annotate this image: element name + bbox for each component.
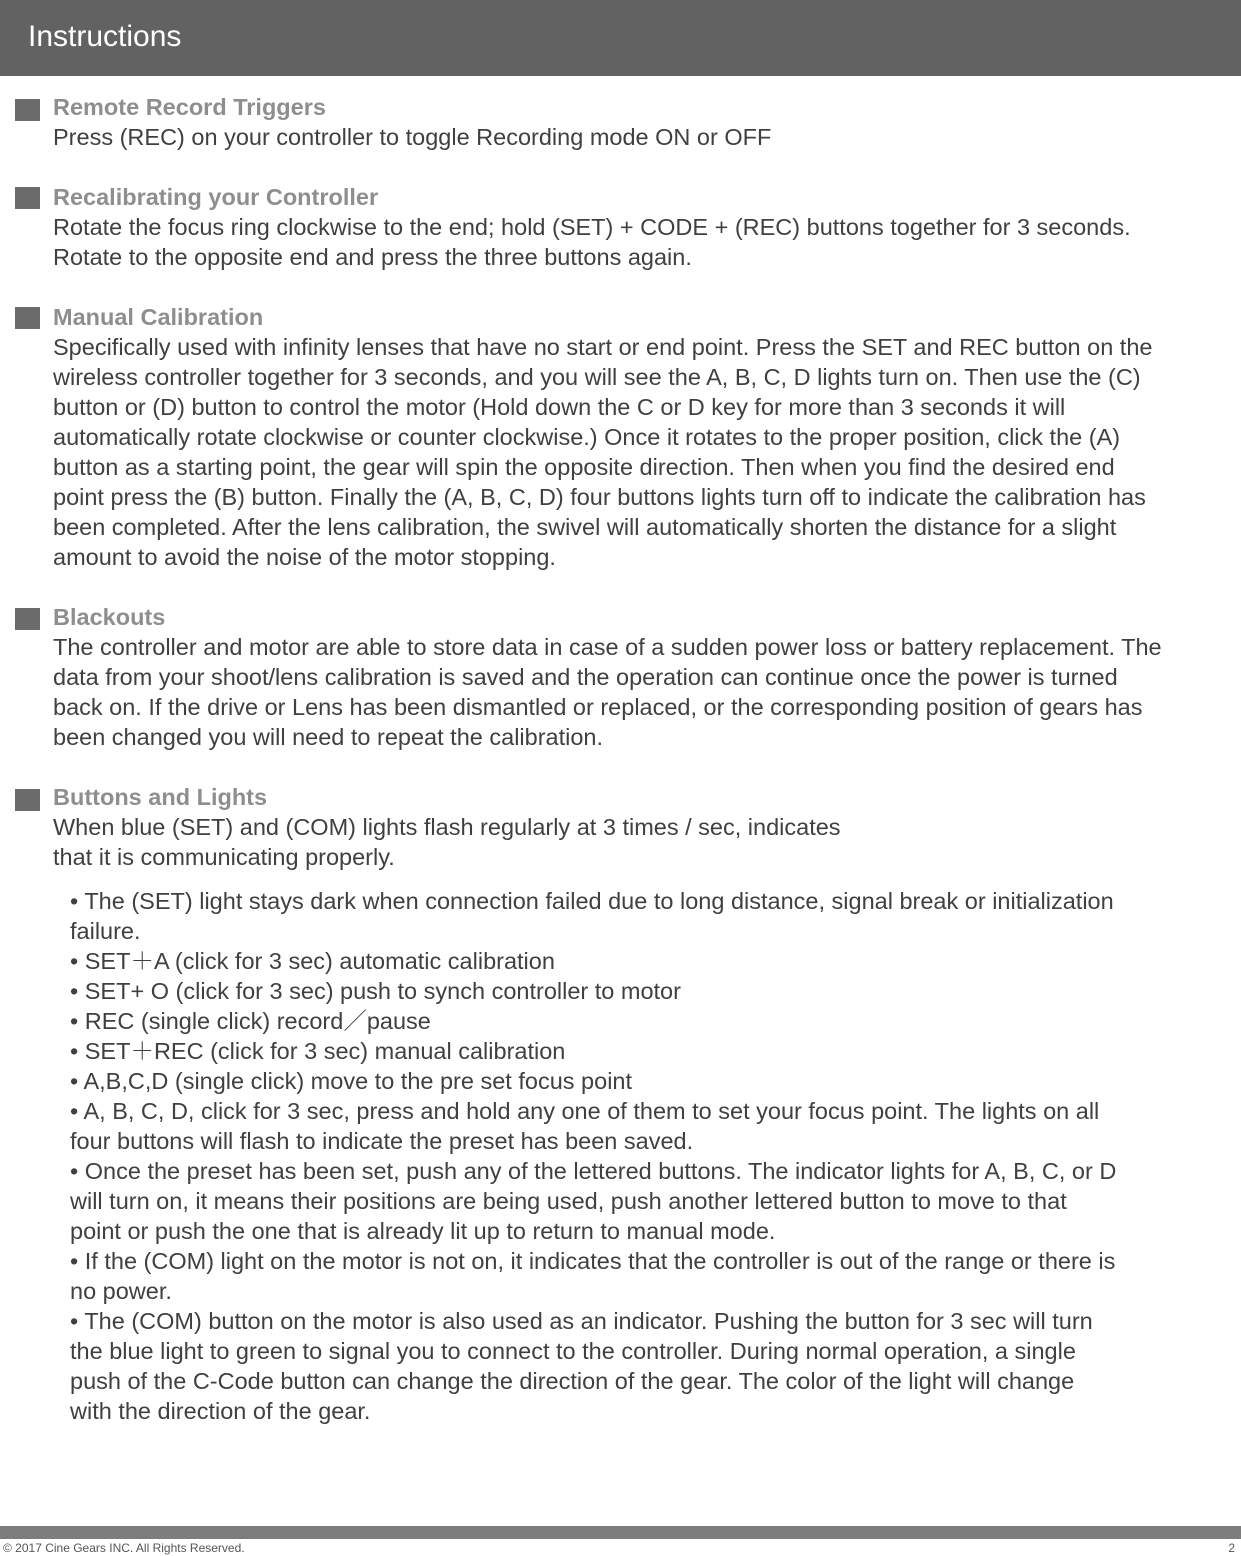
bullet-line: • SET＋REC (click for 3 sec) manual calibration — [70, 1038, 566, 1064]
section-title: Recalibrating your Controller — [53, 184, 379, 210]
body-line: Press (REC) on your controller to toggle Recording mode ON or OFF — [53, 124, 772, 150]
bullet-line: the blue light to green to signal you to connect to the controller. During normal operation, a single — [70, 1338, 1076, 1364]
bullet-line: • If the (COM) light on the motor is not on, it indicates that the controller is out of the range or there is — [70, 1248, 1116, 1274]
section-title: Remote Record Triggers — [53, 94, 326, 120]
section-body — [53, 632, 1162, 752]
bullet-line: failure. — [70, 918, 141, 944]
body-line: point press the (B) button. Finally the (A, B, C, D) four buttons lights turn off to indicate the calibration has — [53, 484, 1146, 510]
bullet-list — [70, 886, 1116, 1426]
section-body — [53, 812, 841, 872]
page-title: Instructions — [28, 20, 182, 53]
section-body — [53, 122, 771, 152]
body-line: button as a starting point, the gear will spin the opposite direction. Then when you find the desired end — [53, 454, 1115, 480]
bullet-line: • SET＋A (click for 3 sec) automatic calibration — [70, 948, 555, 974]
bullet-line: • The (COM) button on the motor is also used as an indicator. Pushing the button for 3 sec will turn — [70, 1308, 1093, 1334]
section-body — [53, 332, 1152, 572]
header-bar — [0, 0, 1241, 76]
body-line: been completed. After the lens calibration, the swivel will automatically shorten the distance for a slight — [53, 514, 1117, 540]
section-body — [53, 212, 1131, 272]
section-marker — [15, 99, 40, 121]
section-title: Blackouts — [53, 604, 166, 630]
section-marker — [15, 789, 40, 811]
body-line: that it is communicating properly. — [53, 844, 395, 870]
section-title: Manual Calibration — [53, 304, 264, 330]
bullet-line: • A,B,C,D (single click) move to the pre set focus point — [70, 1068, 633, 1094]
body-line: Rotate to the opposite end and press the three buttons again. — [53, 244, 692, 270]
body-line: button or (D) button to control the motor (Hold down the C or D key for more than 3 seconds it will — [53, 394, 1066, 420]
bullet-line: • A, B, C, D, click for 3 sec, press and hold any one of them to set your focus point. The lights on all — [70, 1098, 1100, 1124]
bullet-line: with the direction of the gear. — [70, 1398, 371, 1424]
footer-copyright: © 2017 Cine Gears INC. All Rights Reserved. — [3, 1541, 245, 1555]
body-line: back on. If the drive or Lens has been dismantled or replaced, or the corresponding position of gears has — [53, 694, 1143, 720]
body-line: been changed you will need to repeat the calibration. — [53, 724, 604, 750]
body-line: Specifically used with infinity lenses that have no start or end point. Press the SET and REC button on the — [53, 334, 1153, 360]
bullet-line: will turn on, it means their positions are being used, push another lettered button to move to that — [70, 1188, 1067, 1214]
bullet-line: four buttons will flash to indicate the preset has been saved. — [70, 1128, 694, 1154]
section-marker — [15, 187, 40, 209]
body-line: automatically rotate clockwise or counter clockwise.) Once it rotates to the proper position, click the (A) — [53, 424, 1121, 450]
body-line: amount to avoid the noise of the motor stopping. — [53, 544, 556, 570]
bullet-line: • SET+ O (click for 3 sec) push to synch controller to motor — [70, 978, 681, 1004]
footer-bar — [0, 1526, 1241, 1539]
body-line: Rotate the focus ring clockwise to the end; hold (SET) + CODE + (REC) buttons together for 3 seconds. — [53, 214, 1131, 240]
section-marker — [15, 307, 40, 329]
bullet-line: • Once the preset has been set, push any of the lettered buttons. The indicator lights for A, B, C, or D — [70, 1158, 1117, 1184]
body-line: The controller and motor are able to store data in case of a sudden power loss or battery replacement. The — [53, 634, 1162, 660]
body-line: When blue (SET) and (COM) lights flash regularly at 3 times / sec, indicates — [53, 814, 841, 840]
bullet-line: point or push the one that is already lit up to return to manual mode. — [70, 1218, 776, 1244]
body-line: wireless controller together for 3 seconds, and you will see the A, B, C, D lights turn on. Then use the (C) — [53, 364, 1141, 390]
bullet-line: push of the C-Code button can change the direction of the gear. The color of the light will change — [70, 1368, 1075, 1394]
body-line: data from your shoot/lens calibration is saved and the operation can continue once the power is turned — [53, 664, 1118, 690]
page-number: 2 — [1228, 1541, 1235, 1555]
section-title: Buttons and Lights — [53, 784, 268, 810]
bullet-line: • The (SET) light stays dark when connection failed due to long distance, signal break or initialization — [70, 888, 1114, 914]
section-marker — [15, 608, 40, 630]
bullet-line: • REC (single click) record／pause — [70, 1008, 431, 1034]
bullet-line: no power. — [70, 1278, 172, 1304]
